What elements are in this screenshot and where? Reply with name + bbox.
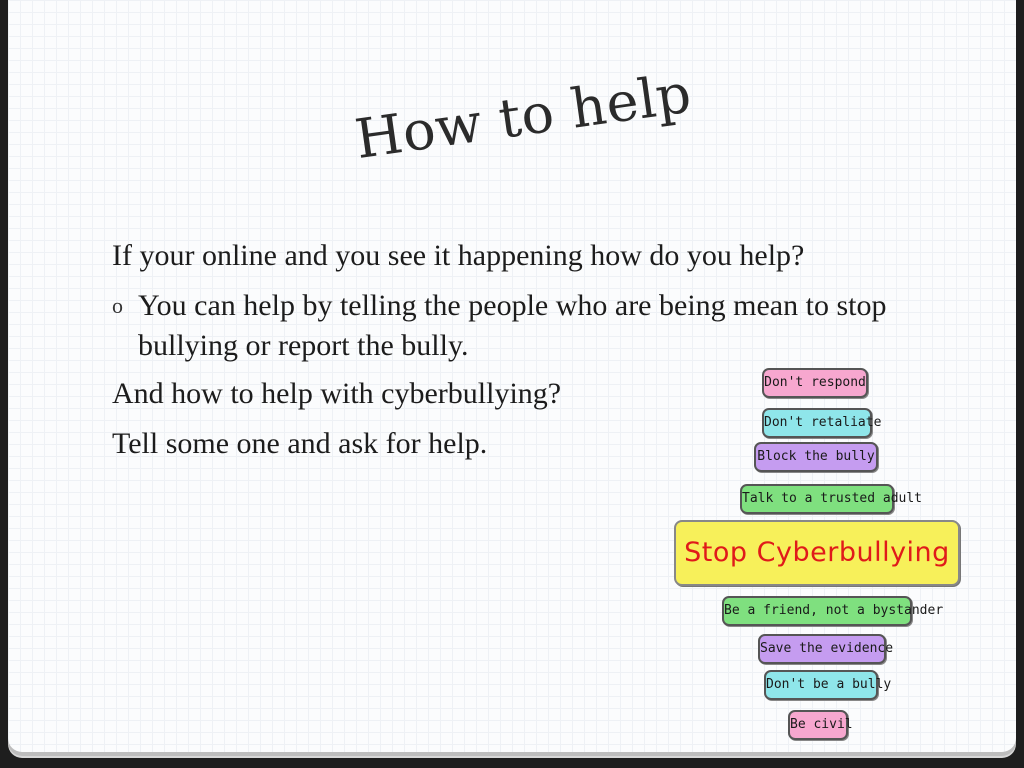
slide-page — [8, 0, 1016, 752]
bullet-text: You can help by telling the people who are being mean to stop bullying or report the bully. — [138, 289, 887, 362]
diagram-item-save-the-evidence: Save the evidence — [758, 634, 886, 664]
diagram-item-dont-respond: Don't respond — [762, 368, 868, 398]
center-label-box: Stop Cyberbullying — [674, 520, 960, 586]
body-paragraph-1: If your online and you see it happening how do you help? — [112, 239, 805, 272]
diagram-item-talk-to-trusted-adult: Talk to a trusted adult — [740, 484, 894, 514]
stop-cyberbullying-diagram — [672, 360, 962, 745]
diagram-item-be-a-friend: Be a friend, not a bystander — [722, 596, 912, 626]
diagram-item-dont-retaliate: Don't retaliate — [762, 408, 872, 438]
diagram-item-be-civil: Be civil — [788, 710, 848, 740]
diagram-item-block-the-bully: Block the bully — [754, 442, 878, 472]
bullet-item — [112, 286, 942, 366]
bullet-marker-icon: o — [112, 293, 123, 318]
slide-title: How to help — [351, 61, 696, 172]
body-paragraph-3: Tell some one and ask for help. — [112, 427, 488, 460]
body-paragraph-2: And how to help with cyberbullying? — [112, 377, 562, 410]
diagram-item-dont-be-a-bully: Don't be a bully — [764, 670, 878, 700]
